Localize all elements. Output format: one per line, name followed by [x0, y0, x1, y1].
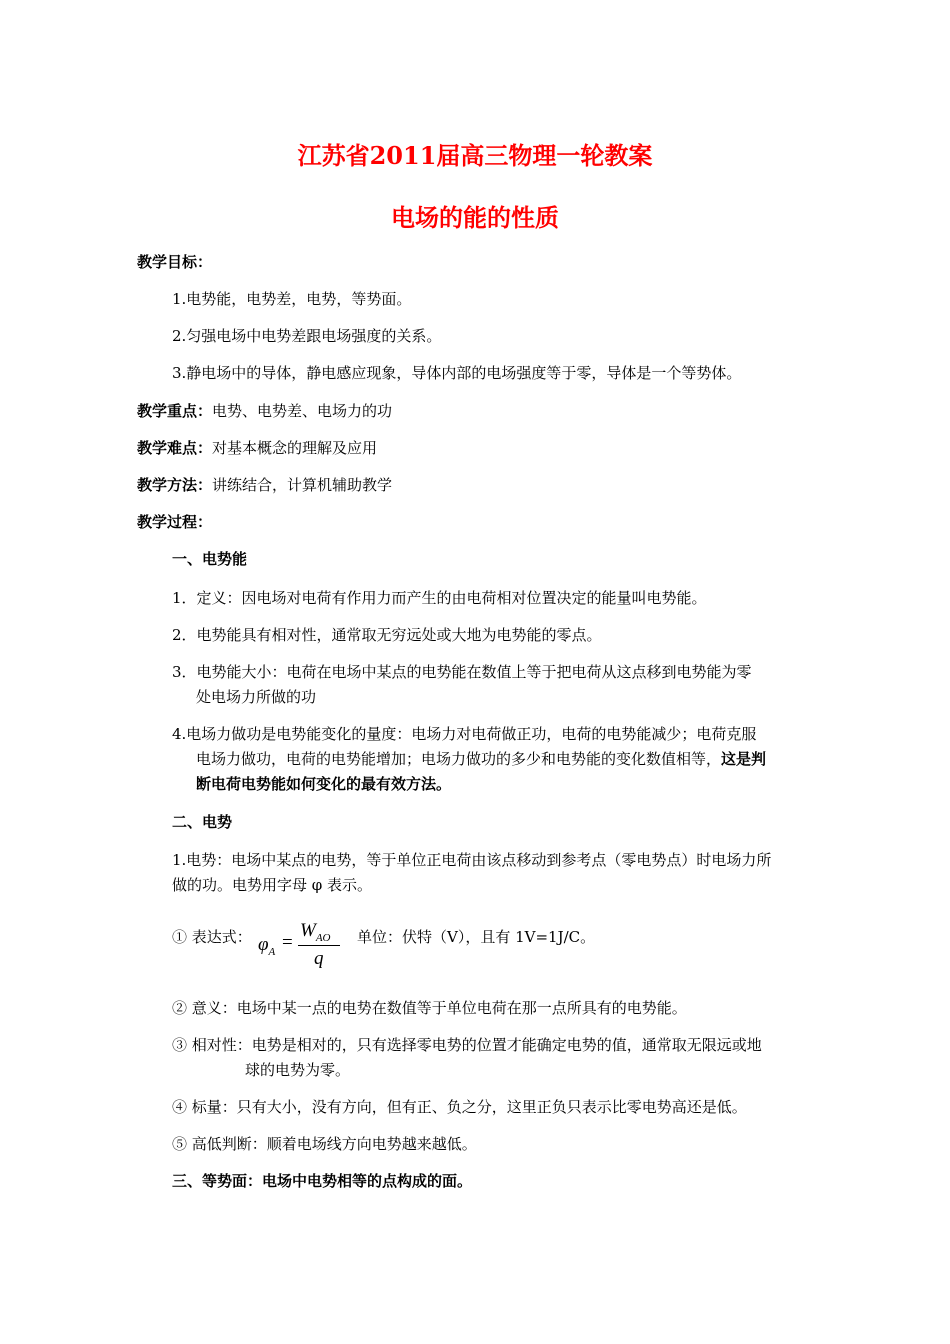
- doc-subtitle: 电场的能的性质: [391, 203, 559, 232]
- section1-heading: 一、电势能: [172, 550, 248, 568]
- relative-text-a: ③ 相对性：电势是相对的，只有选择零电势的位置才能确定电势的值，通常取无限远或地: [172, 1036, 762, 1054]
- section2-heading: 二、电势: [172, 813, 233, 831]
- meaning-text: ② 意义：电场中某一点的电势在数值等于单位电荷在那一点所具有的电势能。: [172, 999, 687, 1017]
- method-line: [137, 475, 392, 495]
- section1-p1: 1．定义：因电场对电荷有作用力而产生的由电荷相对位置决定的能量叫电势能。: [172, 589, 707, 607]
- section1-p4b-bold: 这是判: [721, 750, 767, 768]
- difficulty-line: [137, 438, 377, 458]
- process-label: 教学过程：: [137, 513, 213, 531]
- difficulty-text: 对基本概念的理解及应用: [212, 439, 378, 457]
- section1-p4a: 4.电场力做功是电势能变化的量度：电场力对电荷做正功，电荷的电势能减少；电荷克服: [172, 725, 757, 743]
- focus-label: 教学重点：: [137, 402, 213, 420]
- doc-title: 江苏省2011届高三物理一轮教案: [297, 141, 653, 170]
- section1-p3b: 处电场力所做的功: [196, 688, 317, 706]
- section2-p1a: 1.电势：电场中某点的电势，等于单位正电荷由该点移动到参考点（零电势点）时电场力所: [172, 851, 772, 869]
- method-text: 讲练结合，计算机辅助教学: [212, 476, 393, 494]
- method-label: 教学方法：: [137, 476, 213, 494]
- formula-denominator: q: [314, 948, 324, 969]
- section1-p4b: [196, 749, 766, 769]
- focus-text: 电势、电势差、电场力的功: [212, 402, 393, 420]
- judge-text: ⑤ 高低判断：顺着电场线方向电势越来越低。: [172, 1135, 477, 1153]
- goal-item-1: 1.电势能，电势差，电势，等势面。: [172, 290, 412, 308]
- focus-line: [137, 401, 392, 421]
- formula-numerator: $W_{AO}$: [300, 920, 331, 944]
- formula-equals: =: [282, 932, 293, 953]
- unit-text: 单位：伏特（V），且有 1V=1J/C。: [357, 928, 596, 946]
- scalar-text: ④ 标量：只有大小，没有方向，但有正、负之分，这里正负只表示比零电势高还是低。: [172, 1098, 747, 1116]
- difficulty-label: 教学难点：: [137, 439, 213, 457]
- section1-p3a: 3．电势能大小：电荷在电场中某点的电势能在数值上等于把电荷从这点移到电势能为零: [172, 663, 752, 681]
- section2-p1b: 做的功。电势用字母 φ 表示。: [172, 876, 373, 894]
- goals-label: 教学目标：: [137, 253, 213, 271]
- section1-p2: 2．电势能具有相对性，通常取无穷远处或大地为电势能的零点。: [172, 626, 602, 644]
- potential-formula: [258, 918, 348, 976]
- goal-item-3: 3.静电场中的导体，静电感应现象，导体内部的电场强度等于零，导体是一个等势体。: [172, 364, 742, 382]
- goal-item-2: 2.匀强电场中电势差跟电场强度的关系。: [172, 327, 442, 345]
- expr-label: ① 表达式：: [172, 928, 252, 946]
- section3-heading: 三、等势面：电场中电势相等的点构成的面。: [172, 1172, 473, 1190]
- section1-p4c: 断电荷电势能如何变化的最有效方法。: [196, 775, 452, 793]
- section1-p4b-normal: 电场力做功，电荷的电势能增加；电场力做功的多少和电势能的变化数值相等，: [196, 750, 722, 768]
- formula-lhs: $\varphi_A$: [258, 934, 276, 958]
- relative-text-b: 球的电势为零。: [245, 1061, 351, 1079]
- fraction-bar: [298, 945, 340, 946]
